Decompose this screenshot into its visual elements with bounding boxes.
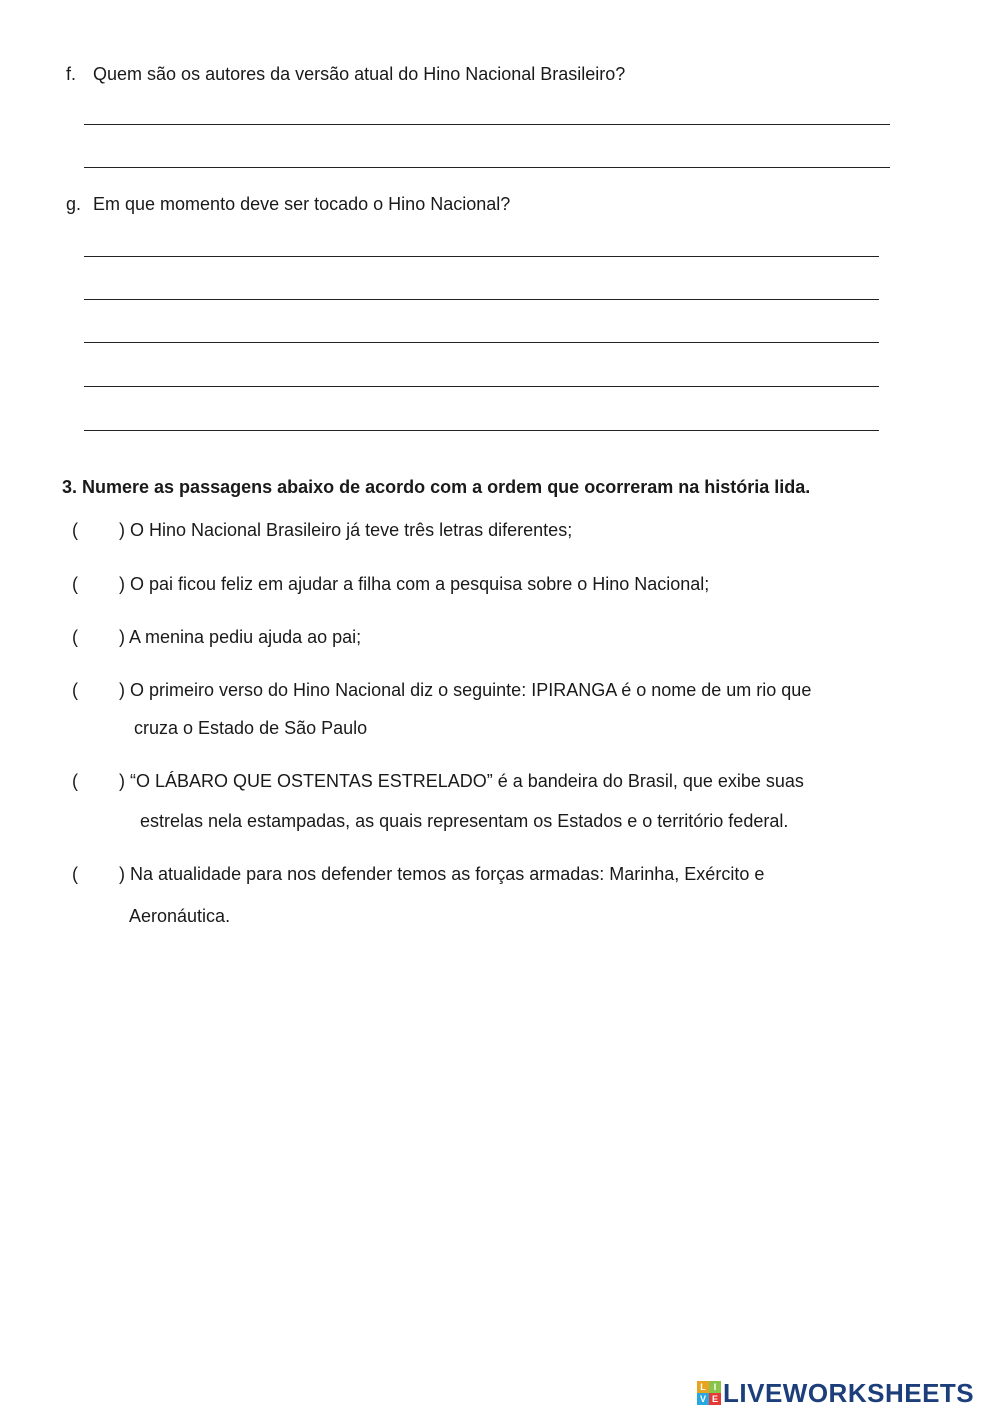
question-g	[66, 193, 510, 215]
item-5-open-paren: (	[72, 771, 78, 791]
answer-line-g-4[interactable]	[84, 386, 879, 387]
item-4-continuation: cruza o Estado de São Paulo	[134, 718, 368, 738]
liveworksheets-logo-icon	[697, 1381, 721, 1405]
item-2-open-paren: (	[72, 574, 78, 594]
item-2-text: ) O pai ficou feliz em ajudar a filha com a pesquisa sobre o Hino Nacional;	[119, 574, 710, 594]
answer-line-g-1[interactable]	[84, 256, 879, 257]
item-3-open-paren: (	[72, 627, 78, 647]
item-4-open-paren: (	[72, 680, 78, 700]
logo-icon-letter-v: V	[697, 1393, 709, 1405]
item-5-text: ) “O LÁBARO QUE OSTENTAS ESTRELADO” é a bandeira do Brasil, que exibe suas	[119, 771, 804, 791]
item-3-text: ) A menina pediu ajuda ao pai;	[119, 627, 362, 647]
item-6-open-paren: (	[72, 864, 78, 884]
item-1-open-paren: (	[72, 520, 78, 540]
answer-line-f-1[interactable]	[84, 124, 890, 125]
item-1-text: ) O Hino Nacional Brasileiro já teve três letras diferentes;	[119, 520, 573, 540]
answer-line-g-5[interactable]	[84, 430, 879, 431]
liveworksheets-logo	[697, 1378, 974, 1408]
item-4-text: ) O primeiro verso do Hino Nacional diz o seguinte: IPIRANGA é o nome de um rio que	[119, 680, 812, 700]
liveworksheets-logo-text: LIVEWORKSHEETS	[723, 1377, 975, 1408]
answer-line-g-3[interactable]	[84, 342, 879, 343]
answer-line-f-2[interactable]	[84, 167, 890, 168]
logo-icon-letter-l: L	[697, 1381, 709, 1393]
item-5-continuation: estrelas nela estampadas, as quais representam os Estados e o território federal.	[140, 811, 789, 831]
item-6-continuation: Aeronáutica.	[129, 906, 231, 926]
item-6-text: ) Na atualidade para nos defender temos as forças armadas: Marinha, Exército e	[119, 864, 765, 884]
logo-icon-letter-e: E	[709, 1393, 721, 1405]
question-f	[66, 63, 625, 85]
question-g-label: g.	[66, 194, 82, 214]
logo-icon-letter-i: I	[709, 1381, 721, 1393]
question-f-text: Quem são os autores da versão atual do Hino Nacional Brasileiro?	[93, 64, 626, 84]
question-f-label: f.	[66, 64, 77, 84]
question-g-text: Em que momento deve ser tocado o Hino Nacional?	[93, 194, 511, 214]
section-3-title: 3. Numere as passagens abaixo de acordo com a ordem que ocorreram na história lida.	[62, 477, 811, 497]
answer-line-g-2[interactable]	[84, 299, 879, 300]
